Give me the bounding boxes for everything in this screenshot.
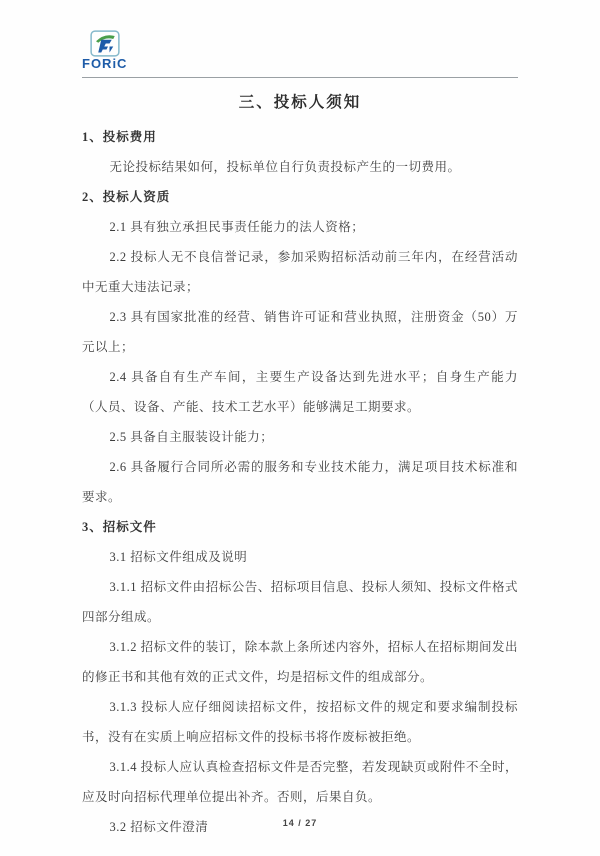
section-heading: 2、投标人资质 — [82, 190, 171, 204]
foric-logo-icon — [90, 30, 120, 57]
page-title: 三、投标人须知 — [238, 94, 362, 111]
paragraph: 2.5 具备自主服装设计能力； — [109, 430, 274, 444]
paragraph: 3.1.2 招标文件的装订，除本款上条所述内容外，招标人在招标期间发出的修正书和其他有效的正式文件，均是招标文件的组成部分。 — [82, 640, 518, 684]
page-number: 14 / 27 — [282, 818, 318, 828]
paragraph: 2.1 具有独立承担民事责任能力的法人资格； — [109, 220, 365, 234]
paragraph: 3.1.1 招标文件由招标公告、招标项目信息、投标人须知、投标文件格式四部分组成。 — [82, 580, 518, 624]
section-heading: 1、投标费用 — [82, 130, 157, 144]
logo-text: FORiC — [82, 56, 128, 71]
sections — [82, 122, 518, 842]
paragraph: 2.2 投标人无不良信誉记录，参加采购招标活动前三年内，在经营活动中无重大违法记录； — [82, 250, 518, 294]
section-heading: 3、招标文件 — [82, 520, 157, 534]
header-divider — [82, 77, 518, 78]
paragraph: 3.1.3 投标人应仔细阅读招标文件，按招标文件的规定和要求编制投标书，没有在实质上响应招标文件的投标书将作废标被拒绝。 — [82, 700, 518, 744]
document-content — [82, 30, 518, 842]
paragraph: 2.4 具备自有生产车间，主要生产设备达到先进水平；自身生产能力（人员、设备、产能、技术工艺水平）能够满足工期要求。 — [82, 370, 518, 414]
page-header — [82, 30, 518, 78]
paragraph: 2.6 具备履行合同所必需的服务和专业技术能力，满足项目技术标准和要求。 — [82, 460, 518, 504]
paragraph: 3.1 招标文件组成及说明 — [109, 550, 248, 564]
company-logo — [82, 30, 127, 70]
paragraph: 3.1.4 投标人应认真检查招标文件是否完整，若发现缺页或附件不全时，应及时向招标代理单位提出补齐。否则，后果自负。 — [82, 760, 518, 804]
paragraph: 2.3 具有国家批准的经营、销售许可证和营业执照，注册资金（50）万元以上； — [82, 310, 518, 354]
paragraph: 3.2 招标文件澄清 — [109, 820, 209, 834]
paragraph: 无论投标结果如何，投标单位自行负责投标产生的一切费用。 — [109, 160, 461, 174]
